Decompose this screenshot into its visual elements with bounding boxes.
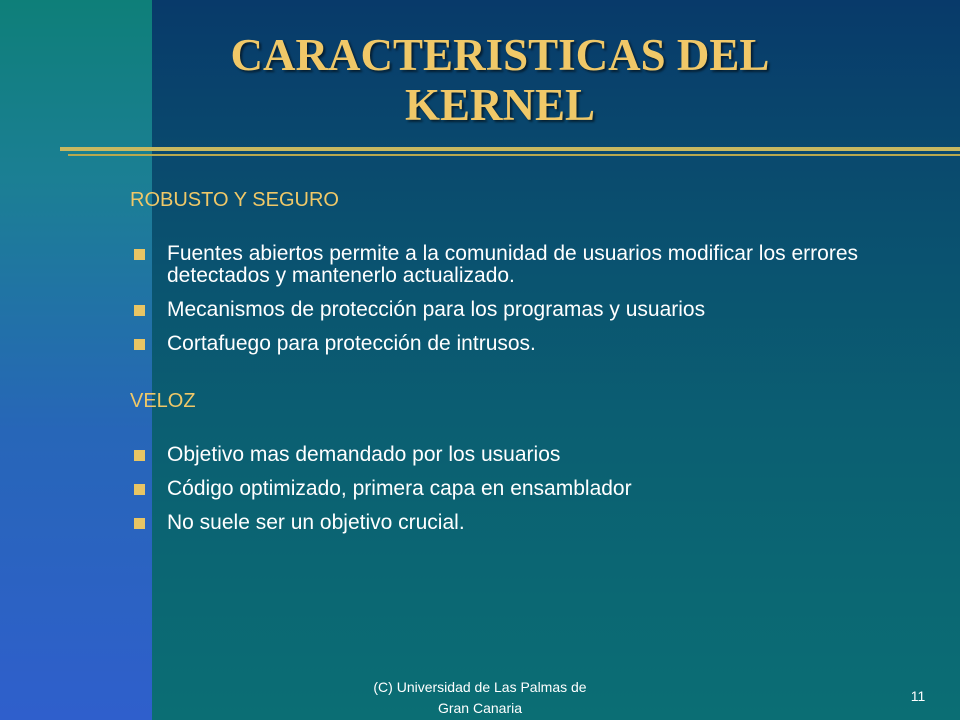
list-item-text: Mecanismos de protección para los programas y usuarios [167, 298, 706, 321]
bullet-list-robusto [130, 243, 930, 355]
title-underline-thin [68, 154, 960, 156]
square-bullet-icon [134, 450, 145, 461]
bullet-list-veloz [130, 444, 930, 534]
footer-line-1: (C) Universidad de Las Palmas de [373, 679, 587, 695]
footer-copyright [330, 677, 630, 719]
footer-line-2: Gran Canaria [437, 700, 523, 716]
slide-content [130, 188, 930, 568]
title-line-1: CARACTERISTICAS DEL [230, 30, 770, 80]
square-bullet-icon [134, 305, 145, 316]
square-bullet-icon [134, 249, 145, 260]
square-bullet-icon [134, 339, 145, 350]
list-item [130, 333, 930, 355]
title-line-2: KERNEL [404, 80, 596, 130]
list-item [130, 243, 930, 287]
square-bullet-icon [134, 484, 145, 495]
list-item [130, 478, 930, 500]
section-heading-veloz: VELOZ [130, 390, 196, 412]
list-item [130, 299, 930, 321]
slide-title [150, 30, 850, 130]
square-bullet-icon [134, 518, 145, 529]
page-number: 11 [910, 688, 926, 704]
list-item-text: Cortafuego para protección de intrusos. [167, 332, 536, 355]
title-underline [60, 147, 960, 151]
list-item-text: No suele ser un objetivo crucial. [167, 511, 465, 534]
section-heading-robusto: ROBUSTO Y SEGURO [130, 189, 339, 211]
list-item-text: Código optimizado, primera capa en ensamblador [167, 477, 632, 500]
list-item [130, 444, 930, 466]
list-item [130, 512, 930, 534]
list-item-text: Fuentes abiertos permite a la comunidad de usuarios modificar los errores detectados y mantenerlo actualizado. [167, 242, 859, 287]
list-item-text: Objetivo mas demandado por los usuarios [167, 443, 561, 466]
